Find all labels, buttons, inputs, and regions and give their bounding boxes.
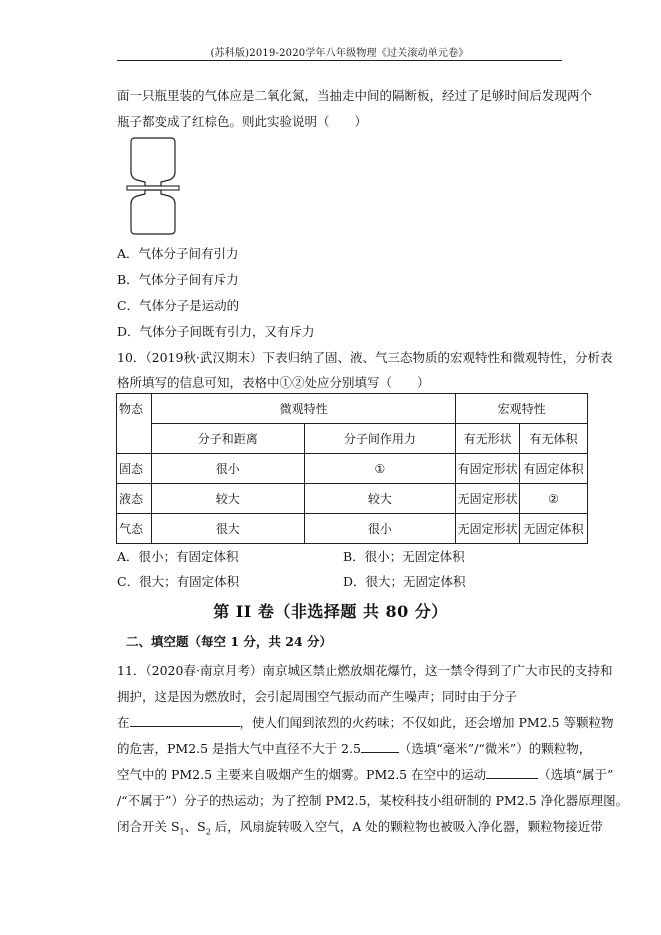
q10-option-a: A．很小；有固定体积 <box>117 549 239 564</box>
cell-force: ① <box>304 454 456 484</box>
section-title: 第 II 卷（非选择题 共 80 分） <box>213 602 448 621</box>
q11-text-7a: 闭合开关 S <box>117 819 180 834</box>
header-volume: 有无体积 <box>520 424 588 454</box>
lower-bottle <box>131 190 175 234</box>
q10-text-line1: 10．（2019秋·武汉期末）下表归纳了固、液、气三态物质的宏观特性和微观特性，分析表 <box>117 350 613 365</box>
q9-option-b: B．气体分子间有斥力 <box>117 272 239 287</box>
table-header-row <box>117 394 588 424</box>
q11-text-3a: 在 <box>117 715 130 730</box>
two-bottles-figure <box>125 136 181 236</box>
cell-state: 固态 <box>117 454 152 484</box>
cell-distance: 较大 <box>151 484 304 514</box>
subscript-2: 2 <box>205 827 211 837</box>
q11-text-5b: （选填“属于” <box>538 767 614 782</box>
q11-text-line5 <box>117 765 613 783</box>
q9-option-a: A．气体分子间有引力 <box>117 246 239 261</box>
cell-shape: 无固定形状 <box>456 484 520 514</box>
separator-plate <box>127 186 179 190</box>
header-distance: 分子和距离 <box>151 424 304 454</box>
cell-shape: 无固定形状 <box>456 514 520 544</box>
cell-state: 气态 <box>117 514 152 544</box>
header-force: 分子间作用力 <box>304 424 456 454</box>
table-row <box>117 484 588 514</box>
q10-option-d: D．很大；无固定体积 <box>343 574 466 589</box>
q11-text-line3 <box>117 713 614 731</box>
cell-volume: 有固定体积 <box>520 454 588 484</box>
q11-text-5a: 空气中的 PM2.5 主要来自吸烟产生的烟雾。PM2.5 在空中的运动 <box>117 767 487 782</box>
states-of-matter-table <box>116 393 588 544</box>
header-micro: 微观特性 <box>151 394 455 424</box>
q9-option-d: D．气体分子间既有引力，又有斥力 <box>117 324 315 339</box>
q11-text-line2: 拥护，这是因为燃放时，会引起周围空气振动而产生噪声；同时由于分子 <box>117 689 518 704</box>
table-row <box>117 514 588 544</box>
q10-text-line2: 格所填写的信息可知，表格中①②处应分别填写（ ） <box>117 375 430 390</box>
cell-distance: 很大 <box>151 514 304 544</box>
answer-blank[interactable] <box>486 766 538 779</box>
q11-text-4a: 的危害，PM2.5 是指大气中直径不大于 2.5 <box>117 741 361 756</box>
header-divider <box>117 60 562 61</box>
q11-text-line1: 11．（2020春·南京月考）南京城区禁止燃放烟花爆竹，这一禁令得到了广大市民的支持和 <box>117 663 613 678</box>
cell-volume: ② <box>520 484 588 514</box>
q11-text-line4 <box>117 739 591 757</box>
q11-text-3b: ，使人们闻到浓烈的火药味；不仅如此，还会增加 PM2.5 等颗粒物 <box>239 715 614 730</box>
q10-option-c: C．很大；有固定体积 <box>117 574 240 589</box>
answer-blank[interactable] <box>361 740 399 753</box>
table-row <box>117 454 588 484</box>
q11-text-4b: （选填“毫米”/“微米”）的颗粒物， <box>398 741 592 756</box>
cell-distance: 很小 <box>151 454 304 484</box>
upper-bottle <box>131 138 175 186</box>
header-macro: 宏观特性 <box>456 394 588 424</box>
q9-text-line2: 瓶子都变成了红棕色。则此实验说明（ ） <box>117 114 368 129</box>
header-state: 物态 <box>117 394 152 454</box>
cell-force: 很小 <box>304 514 456 544</box>
cell-volume: 无固定体积 <box>520 514 588 544</box>
subscript-1: 1 <box>179 827 185 837</box>
q9-text-line1: 面一只瓶里装的气体应是二氧化氮，当抽走中间的隔断板，经过了足够时间后发现两个 <box>117 88 593 103</box>
cell-shape: 有固定形状 <box>456 454 520 484</box>
table-subheader-row <box>117 424 588 454</box>
q9-option-c: C．气体分子是运动的 <box>117 298 240 313</box>
q11-text-7b: 、S <box>184 819 206 834</box>
cell-force: 较大 <box>304 484 456 514</box>
answer-blank[interactable] <box>130 714 240 727</box>
section-subtitle: 二、填空题（每空 1 分，共 24 分） <box>126 634 333 649</box>
q11-text-line7 <box>117 817 603 837</box>
cell-state: 液态 <box>117 484 152 514</box>
page-header: (苏科版)2019-2020学年八年级物理《过关滚动单元卷》 <box>210 48 469 59</box>
header-shape: 有无形状 <box>456 424 520 454</box>
q11-text-line6: /“不属于”）分子的热运动；为了控制 PM2.5，某校科技小组研制的 PM2.5 净化器原理图。 <box>117 793 629 808</box>
q10-option-b: B．很小；无固定体积 <box>343 549 465 564</box>
q11-text-7c: 后，风扇旋转吸入空气，A 处的颗粒物也被吸入净化器，颗粒物接近带 <box>210 819 603 834</box>
